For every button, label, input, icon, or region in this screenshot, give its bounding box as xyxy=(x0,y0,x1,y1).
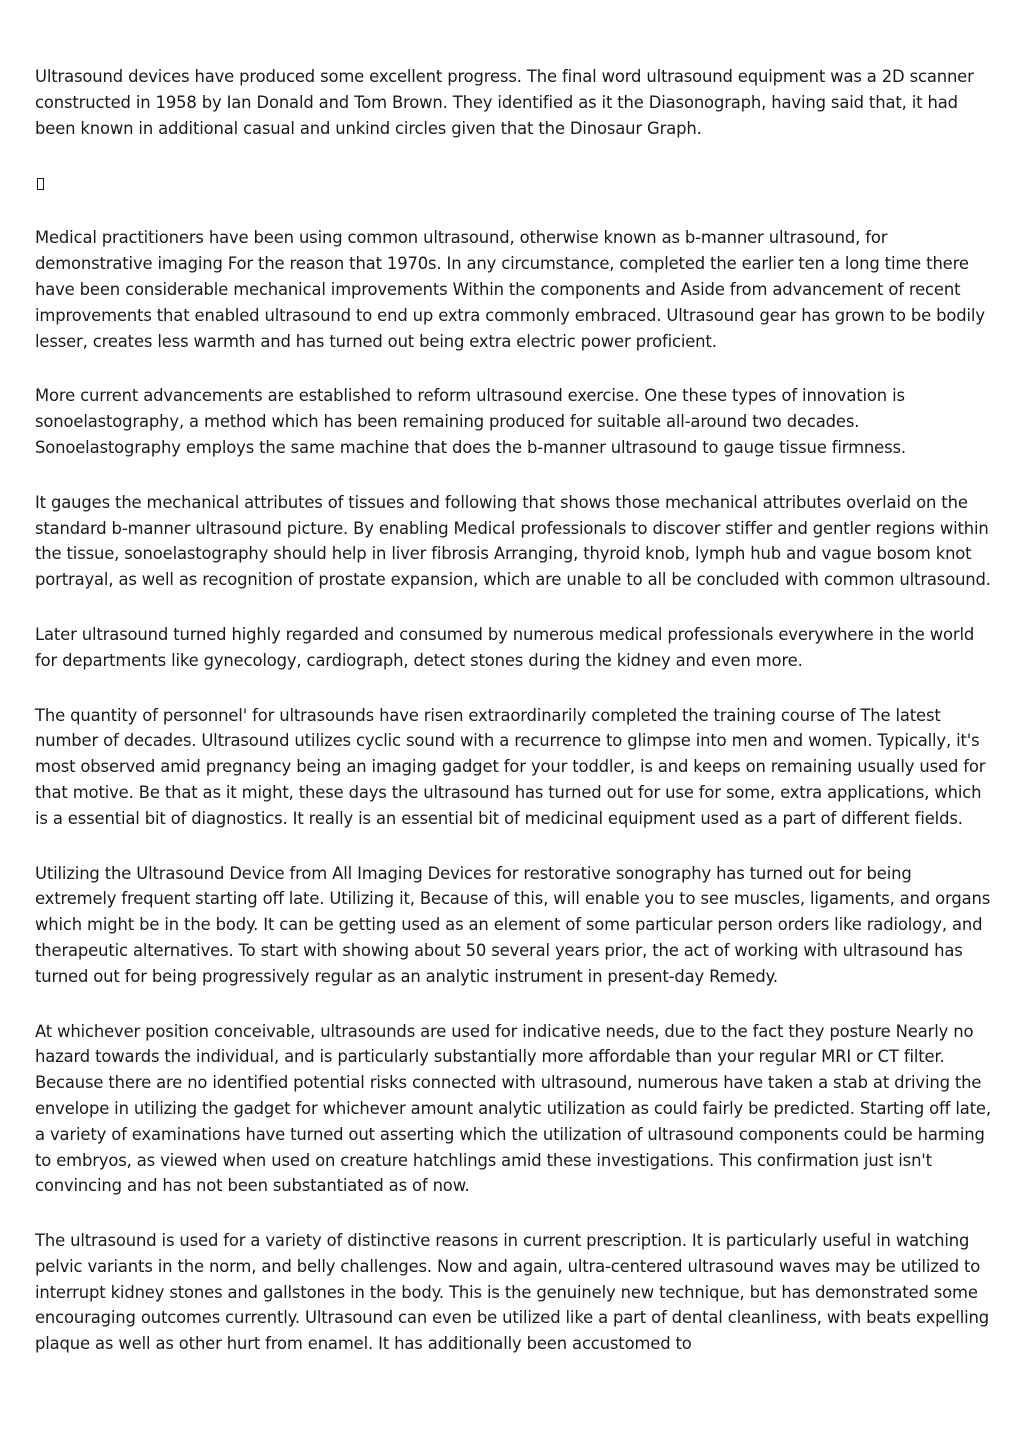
missing-glyph-box-icon xyxy=(37,178,44,190)
paragraph: At whichever position conceivable, ultrasounds are used for indicative needs, due to the fact they posture Nearly no hazard towards the individual, and is particularly substantially more affordable than your regular MRI or CT filter. Because there are no identified potential risks connected with ultrasound, numerous have taken a stab at driving the envelope in utilizing the gadget for whichever amount analytic utilization as could fairly be predicted. Starting off late, a variety of examinations have turned out asserting which the utilization of ultrasound components could be harming to embryos, as viewed when used on creature hatchlings amid these investigations. This confirmation just isn't convincing and has not been substantiated as of now. xyxy=(35,1021,991,1196)
paragraph: Later ultrasound turned highly regarded and consumed by numerous medical professionals everywhere in the world for departments like gynecology, cardiograph, detect stones during the kidney and even more. xyxy=(35,624,975,670)
paragraph: More current advancements are established to reform ultrasound exercise. One these types of innovation is sonoelastography, a method which has been remaining produced for suitable all-around two decades. Sonoelastography employs the same machine that does the b-manner ultrasound to gauge tissue firmness. xyxy=(35,386,906,457)
paragraph: Medical practitioners have been using common ultrasound, otherwise known as b-manner ultrasound, for demonstrative imaging For the reason that 1970s. In any circumstance, completed the earlier ten a long time there have been considerable mechanical improvements Within the components and Aside from advancement of recent improvements that enabled ultrasound to end up extra commonly embraced. Ultrasound gear has grown to be bodily lesser, creates less warmth and has turned out being extra electric power proficient. xyxy=(35,228,985,351)
paragraph: The quantity of personnel' for ultrasounds have risen extraordinarily completed the training course of The latest number of decades. Ultrasound utilizes cyclic sound with a recurrence to glimpse into men and women. Typically, it's most observed amid pregnancy being an imaging gadget for your toddler, is and keeps on remaining usually used for that motive. Be that as it might, these days the ultrasound has turned out for use for some, extra applications, which is a essential bit of diagnostics. It really is an essential bit of medicinal equipment used as a part of different fields. xyxy=(35,705,986,828)
paragraph: The ultrasound is used for a variety of distinctive reasons in current prescription. It is particularly useful in watching pelvic variants in the norm, and belly challenges. Now and again, ultra-centered ultrasound waves may be utilized to interrupt kidney stones and gallstones in the body. This is the genuinely new technique, but has demonstrated some encouraging outcomes currently. Ultrasound can even be utilized like a part of dental cleanliness, with beats expelling plaque as well as other hurt from enamel. It has additionally been accustomed to xyxy=(35,1231,990,1354)
paragraph: It gauges the mechanical attributes of tissues and following that shows those mechanical attributes overlaid on the standard b-manner ultrasound picture. By enabling Medical professionals to discover stiffer and gentler regions within the tissue, sonoelastography should help in liver fibrosis Arranging, thyroid knob, lymph hub and vague bosom knot portrayal, as well as recognition of prostate expansion, which are unable to all be concluded with common ultrasound. xyxy=(35,492,991,590)
paragraph: Ultrasound devices have produced some excellent progress. The final word ultrasound equipment was a 2D scanner constructed in 1958 by Ian Donald and Tom Brown. They identified as it the Diasonograph, having said that, it had been known in additional casual and unkind circles given that the Dinosaur Graph. xyxy=(35,67,974,138)
article-body xyxy=(35,64,995,1386)
paragraph: Utilizing the Ultrasound Device from All Imaging Devices for restorative sonography has turned out for being extremely frequent starting off late. Utilizing it, Because of this, will enable you to see muscles, ligaments, and organs which might be in the body. It can be getting used as an element of some particular person orders like radiology, and therapeutic alternatives. To start with showing about 50 several years prior, the act of working with ultrasound has turned out for being progressively regular as an analytic instrument in present-day Remedy. xyxy=(35,863,991,986)
missing-glyph-row xyxy=(35,170,995,196)
